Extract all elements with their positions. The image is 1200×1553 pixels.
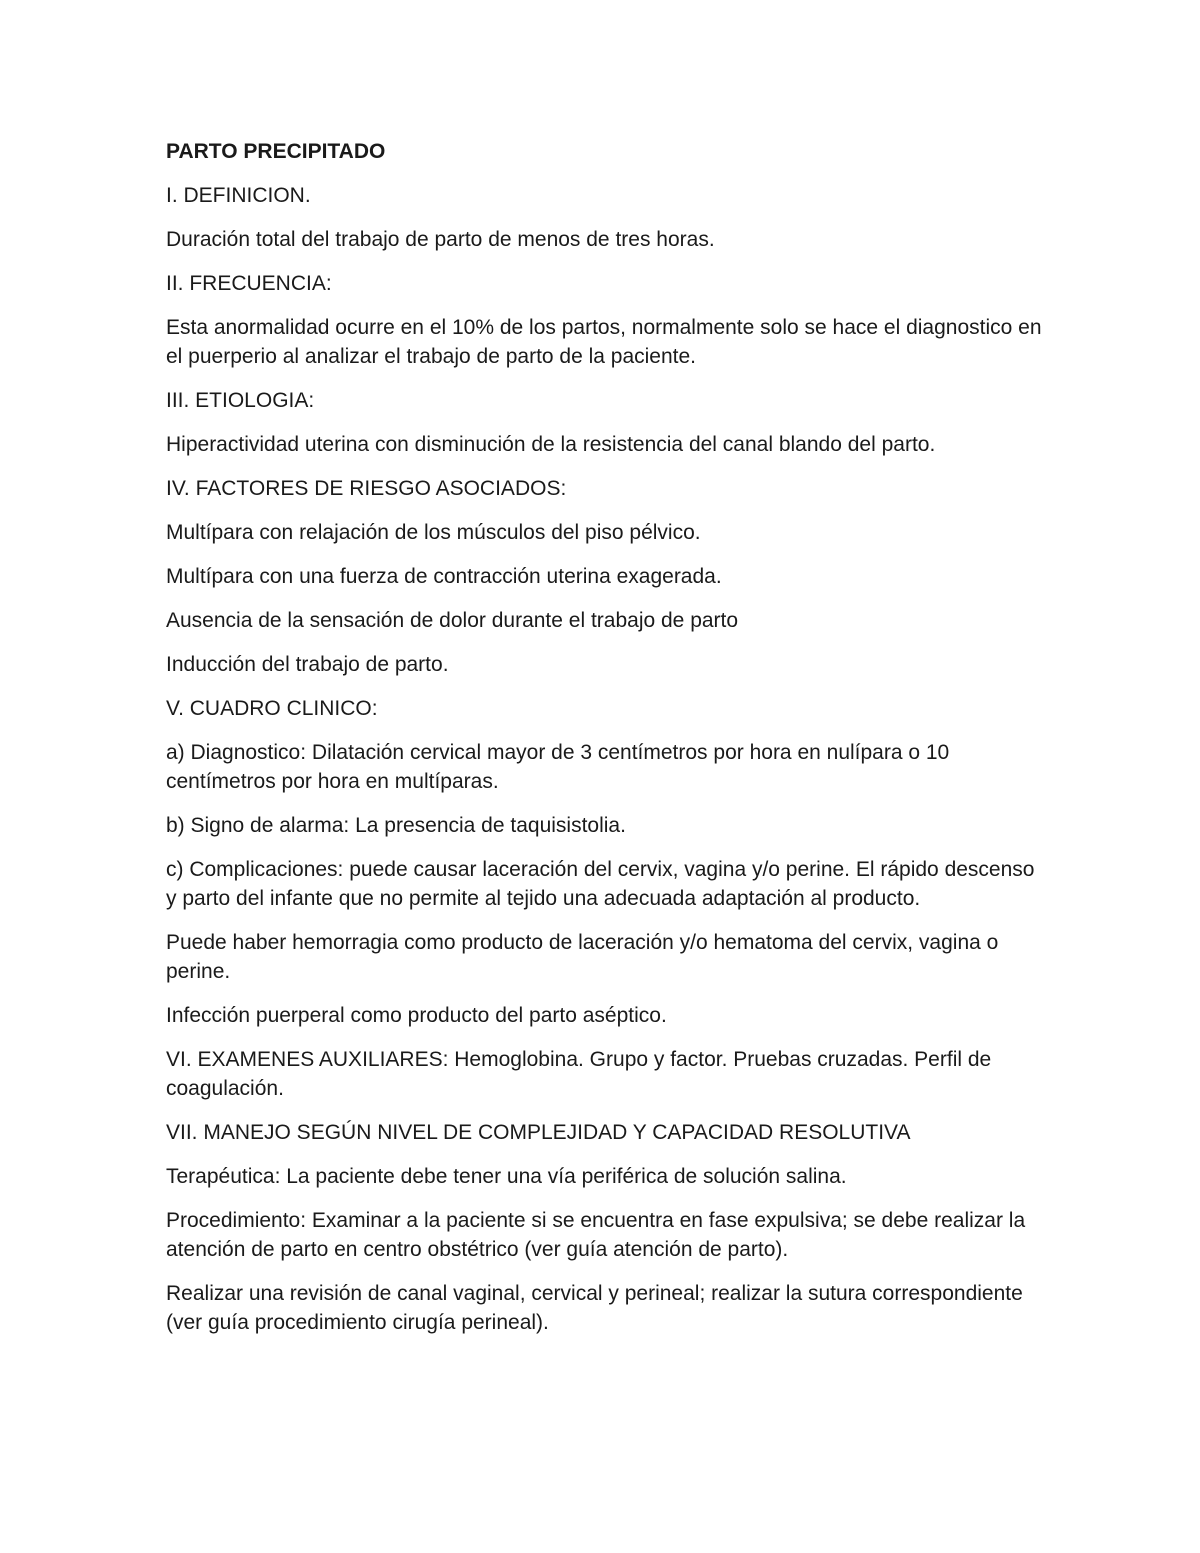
section-heading-etiologia: III. ETIOLOGIA: bbox=[166, 389, 315, 412]
paragraph: Terapéutica: La paciente debe tener una vía periférica de solución salina. bbox=[166, 1165, 847, 1188]
paragraph: Ausencia de la sensación de dolor durante el trabajo de parto bbox=[166, 609, 739, 632]
document-title: PARTO PRECIPITADO bbox=[166, 140, 386, 163]
paragraph: Multípara con relajación de los músculos del piso pélvico. bbox=[166, 521, 701, 544]
paragraph: c) Complicaciones: puede causar laceración del cervix, vagina y/o perine. El rápido descenso y parto del infante que no permite al tejido una adecuada adaptación al producto. bbox=[166, 858, 1035, 910]
section-heading-factores-riesgo: IV. FACTORES DE RIESGO ASOCIADOS: bbox=[166, 477, 567, 500]
paragraph: Esta anormalidad ocurre en el 10% de los partos, normalmente solo se hace el diagnostico en el puerperio al analizar el trabajo de parto de la paciente. bbox=[166, 316, 1042, 368]
paragraph: Realizar una revisión de canal vaginal, cervical y perineal; realizar la sutura correspondiente (ver guía procedimiento cirugía perineal). bbox=[166, 1282, 1023, 1334]
paragraph: Inducción del trabajo de parto. bbox=[166, 653, 449, 676]
paragraph: Hiperactividad uterina con disminución de la resistencia del canal blando del parto. bbox=[166, 433, 936, 456]
section-examenes-auxiliares: VI. EXAMENES AUXILIARES: Hemoglobina. Grupo y factor. Pruebas cruzadas. Perfil de coagulación. bbox=[166, 1048, 992, 1100]
section-heading-cuadro-clinico: V. CUADRO CLINICO: bbox=[166, 697, 378, 720]
paragraph: Puede haber hemorragia como producto de laceración y/o hematoma del cervix, vagina o perine. bbox=[166, 931, 999, 983]
document-page bbox=[166, 137, 1046, 1352]
section-heading-frecuencia: II. FRECUENCIA: bbox=[166, 272, 332, 295]
paragraph: Infección puerperal como producto del parto aséptico. bbox=[166, 1004, 667, 1027]
paragraph: Multípara con una fuerza de contracción uterina exagerada. bbox=[166, 565, 722, 588]
paragraph: Duración total del trabajo de parto de menos de tres horas. bbox=[166, 228, 715, 251]
paragraph: b) Signo de alarma: La presencia de taquisistolia. bbox=[166, 814, 626, 837]
section-heading-manejo: VII. MANEJO SEGÚN NIVEL DE COMPLEJIDAD Y CAPACIDAD RESOLUTIVA bbox=[166, 1121, 911, 1144]
paragraph: Procedimiento: Examinar a la paciente si se encuentra en fase expulsiva; se debe realizar la atención de parto en centro obstétrico (ver guía atención de parto). bbox=[166, 1209, 1026, 1261]
paragraph: a) Diagnostico: Dilatación cervical mayor de 3 centímetros por hora en nulípara o 10 centímetros por hora en multíparas. bbox=[166, 741, 950, 793]
section-heading-definicion: I. DEFINICION. bbox=[166, 184, 311, 207]
